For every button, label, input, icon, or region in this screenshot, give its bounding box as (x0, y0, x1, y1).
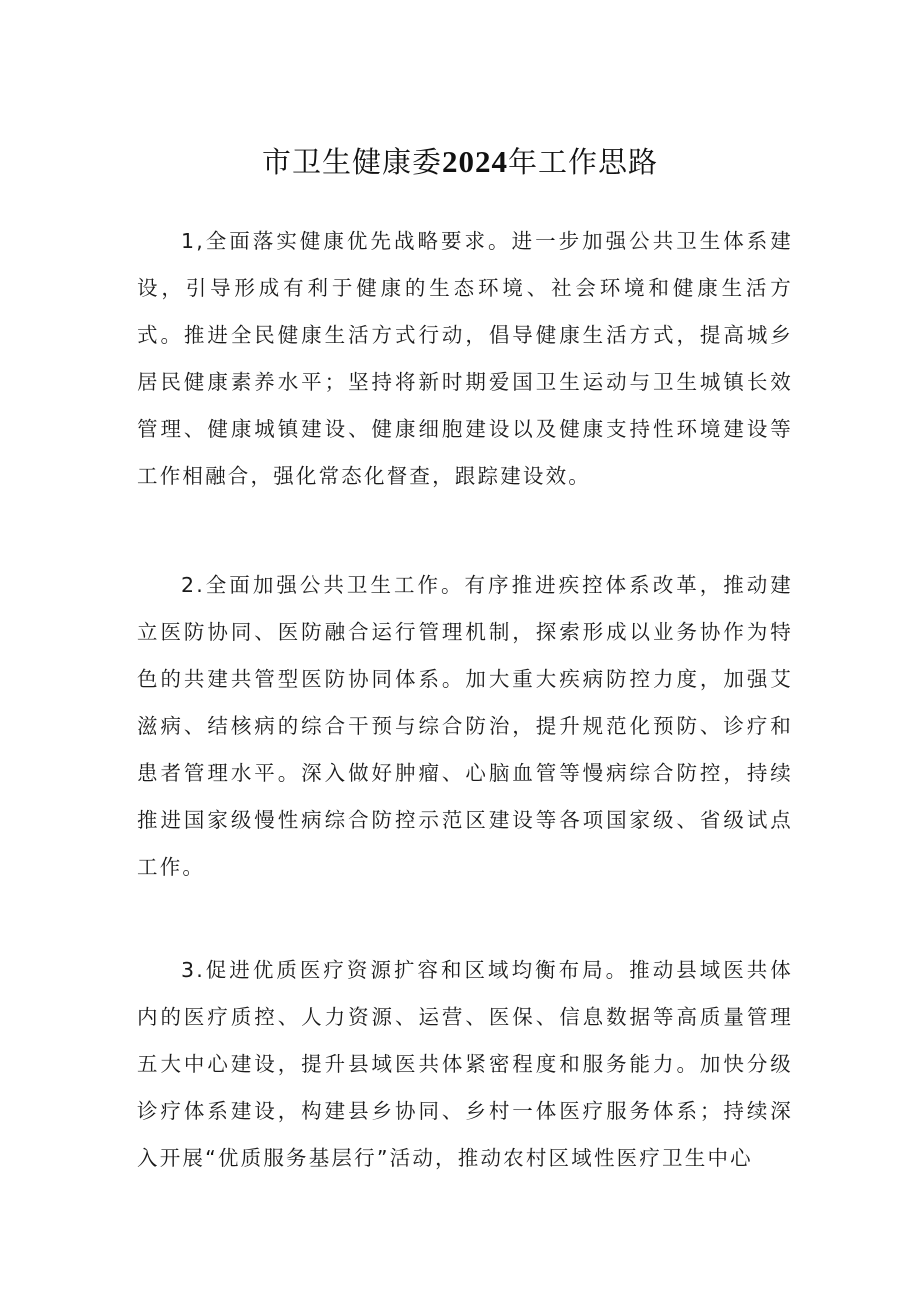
paragraph-1 (137, 218, 793, 500)
title-suffix: 年工作思路 (508, 145, 659, 179)
document-title (0, 140, 920, 184)
paragraph-number: 1 (181, 229, 197, 253)
title-prefix: 市卫生健康委 (261, 145, 442, 179)
paragraph-text: 全面加强公共卫生工作。有序推进疾控体系改革，推动建立医防协同、医防融合运行管理机制，探索形成以业务协作为特色的共建共管型医防协同体系。加大重大疾病防控力度，加强艾滋病、结核病的综合干预与综合防治，提升规范化预防、诊疗和患者管理水平。深入做好肿瘤、心脑血管等慢病综合防控，持续推进国家级慢性病综合防控示范区建设等各项国家级、省级试点工作。 (137, 573, 793, 879)
paragraph-3 (137, 947, 793, 1182)
paragraph-separator: , (196, 229, 205, 253)
paragraph-2 (137, 562, 793, 891)
paragraph-text: 全面落实健康优先战略要求。进一步加强公共卫生体系建设，引导形成有利于健康的生态环境、社会环境和健康生活方式。推进全民健康生活方式行动，倡导健康生活方式，提高城乡居民健康素养水平；坚持将新时期爱国卫生运动与卫生城镇长效管理、健康城镇建设、健康细胞建设以及健康支持性环境建设等工作相融合，强化常态化督查，跟踪建设效。 (137, 229, 793, 488)
title-year: 2024 (442, 144, 508, 179)
paragraph-separator: . (196, 573, 205, 597)
paragraph-number: 2 (181, 573, 197, 597)
paragraph-separator: . (196, 958, 205, 982)
paragraph-number: 3 (181, 958, 197, 982)
paragraph-text: 促进优质医疗资源扩容和区域均衡布局。推动县域医共体内的医疗质控、人力资源、运营、医保、信息数据等高质量管理五大中心建设，提升县域医共体紧密程度和服务能力。加快分级诊疗体系建设，构建县乡协同、乡村一体医疗服务体系；持续深入开展“优质服务基层行”活动，推动农村区域性医疗卫生中心 (137, 958, 793, 1170)
